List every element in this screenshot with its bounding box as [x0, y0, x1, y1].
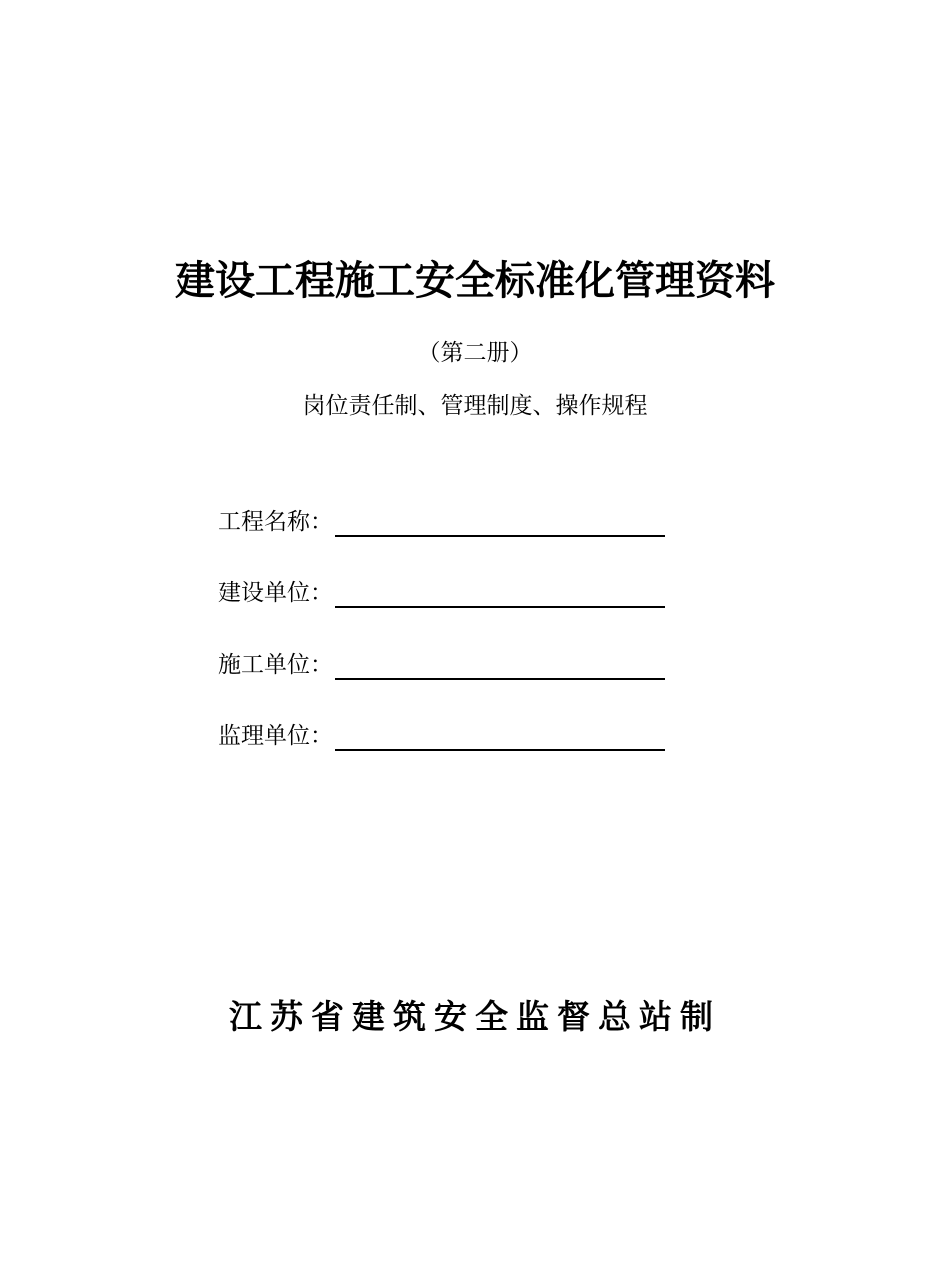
field-supervisor: [218, 717, 665, 751]
field-contractor: [218, 646, 665, 680]
field-blank-line[interactable]: [335, 576, 665, 608]
document-subtitle: 岗位责任制、管理制度、操作规程: [302, 393, 648, 419]
field-label: 施工单位：: [218, 652, 333, 678]
field-construction-owner: [218, 574, 665, 608]
field-project-name: [218, 503, 665, 537]
issuer-line: 江苏省建筑安全监督总站制: [229, 997, 721, 1036]
field-blank-line[interactable]: [335, 505, 665, 537]
field-label: 监理单位：: [218, 723, 333, 749]
field-label: 建设单位：: [218, 580, 333, 606]
field-label: 工程名称：: [218, 509, 333, 535]
document-title: 建设工程施工安全标准化管理资料: [175, 257, 775, 304]
field-blank-line[interactable]: [335, 719, 665, 751]
field-blank-line[interactable]: [335, 648, 665, 680]
volume-label: （第二册）: [417, 340, 533, 366]
